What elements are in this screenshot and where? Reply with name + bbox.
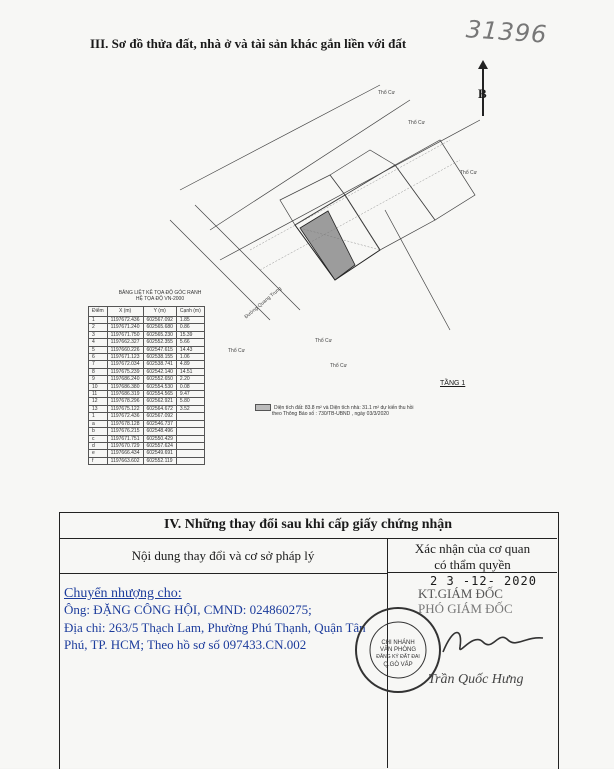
- table-cell: 1197666.434: [107, 450, 143, 457]
- table-cell: 1197686.380: [107, 383, 143, 390]
- table-cell: 12: [89, 398, 108, 405]
- table-cell: 602542.140: [143, 368, 176, 375]
- table-row: [89, 361, 205, 368]
- table-cell: [176, 457, 204, 464]
- table-cell: [176, 413, 204, 420]
- table-cell: 602557.624: [143, 442, 176, 449]
- table-row: [89, 324, 205, 331]
- table-cell: e: [89, 450, 108, 457]
- table-cell: 602564.672: [143, 405, 176, 412]
- table-cell: 602547.615: [143, 346, 176, 353]
- table-cell: 14.51: [176, 368, 204, 375]
- address-line-1: Địa chỉ: 263/5 Thạch Lam, Phường Phú Thạnh, Quận Tân: [64, 620, 366, 635]
- table-cell: 602548.496: [143, 428, 176, 435]
- svg-text:Q.GÒ VẤP: Q.GÒ VẤP: [383, 662, 413, 668]
- table-cell: 1197670.729: [107, 442, 143, 449]
- table-cell: 5: [89, 346, 108, 353]
- table-cell: 602538.155: [143, 354, 176, 361]
- coordinate-table: [88, 306, 205, 465]
- neighbor-label: Thổ Cư: [460, 170, 477, 176]
- table-row: [89, 398, 205, 405]
- kt-director-title: KT.GIÁM ĐỐC: [418, 586, 503, 601]
- table-cell: 602554.565: [143, 391, 176, 398]
- table-cell: 8: [89, 368, 108, 375]
- table-row: [89, 457, 205, 464]
- table-cell: 3.52: [176, 405, 204, 412]
- table-cell: [176, 450, 204, 457]
- neighbor-label: Thổ Cư: [228, 348, 245, 354]
- table-cell: 1197676.215: [107, 428, 143, 435]
- svg-text:CHI NHÁNH: CHI NHÁNH: [381, 640, 415, 646]
- table-cell: 1: [89, 413, 108, 420]
- confirmation-header: Xác nhận của cơ quan có thẩm quyền: [388, 539, 557, 573]
- table-cell: 1197678.128: [107, 420, 143, 427]
- table-cell: 602546.737: [143, 420, 176, 427]
- table-row: [89, 383, 205, 390]
- coordinate-table-title: BẢNG LIỆT KÊ TỌA ĐỘ GÓC RANH HỆ TỌA ĐỘ VN-2000: [118, 290, 202, 302]
- table-cell: 9: [89, 376, 108, 383]
- table-header: Điểm: [89, 307, 108, 317]
- table-cell: 1197671.751: [107, 435, 143, 442]
- table-row: [89, 339, 205, 346]
- table-cell: 1197663.602: [107, 457, 143, 464]
- signature-icon: [438, 622, 548, 662]
- confirmation-date: 2 3 -12- 2020: [430, 574, 537, 588]
- table-cell: 602549.691: [143, 450, 176, 457]
- table-row: [89, 317, 205, 324]
- table-cell: f: [89, 457, 108, 464]
- table-cell: 1197675.239: [107, 368, 143, 375]
- table-cell: 6: [89, 354, 108, 361]
- owner-line: Ông: ĐẶNG CÔNG HỘI, CMND: 024860275;: [64, 602, 312, 617]
- floor-label: TẦNG 1: [440, 380, 466, 387]
- table-cell: 602552.650: [143, 376, 176, 383]
- table-row: [89, 405, 205, 412]
- table-cell: 1: [89, 317, 108, 324]
- table-cell: 0.08: [176, 383, 204, 390]
- table-cell: 1197672.436: [107, 317, 143, 324]
- table-cell: b: [89, 428, 108, 435]
- neighbor-label: Thổ Cư: [315, 338, 332, 344]
- table-row: [89, 442, 205, 449]
- table-cell: 602552.119: [143, 457, 176, 464]
- table-cell: 4: [89, 339, 108, 346]
- table-cell: 1197662.327: [107, 339, 143, 346]
- handwritten-ref-number: 31396: [465, 15, 549, 49]
- svg-text:ĐĂNG KÝ ĐẤT ĐAI: ĐĂNG KÝ ĐẤT ĐAI: [376, 654, 420, 660]
- table-row: [89, 435, 205, 442]
- table-cell: 10: [89, 383, 108, 390]
- table-cell: 602538.741: [143, 361, 176, 368]
- table-cell: 1197675.122: [107, 405, 143, 412]
- table-cell: 9.47: [176, 391, 204, 398]
- table-cell: 1197678.296: [107, 398, 143, 405]
- road-label: Đường Quang Trung: [243, 285, 283, 321]
- shaded-area-swatch: [255, 404, 271, 411]
- table-cell: 11: [89, 391, 108, 398]
- table-row: [89, 346, 205, 353]
- table-cell: 1197686.319: [107, 391, 143, 398]
- signer-name: Trần Quốc Hưng: [428, 672, 524, 687]
- section-4-title: IV. Những thay đổi sau khi cấp giấy chứng nhận: [59, 512, 557, 539]
- table-header: X (m): [107, 307, 143, 317]
- table-header: Y (m): [143, 307, 176, 317]
- address-line-2: Phú, TP. HCM; Theo hồ sơ số 097433.CN.002: [64, 637, 307, 652]
- table-cell: 1197660.226: [107, 346, 143, 353]
- table-cell: 1.85: [176, 317, 204, 324]
- neighbor-label: Thổ Cư: [378, 90, 395, 96]
- table-cell: 2: [89, 324, 108, 331]
- neighbor-label: Thổ Cư: [408, 120, 425, 126]
- table-cell: 5.66: [176, 339, 204, 346]
- table-cell: [176, 435, 204, 442]
- table-row: [89, 331, 205, 338]
- table-cell: 14.43: [176, 346, 204, 353]
- table-cell: 602567.092: [143, 413, 176, 420]
- transfer-title: Chuyển nhượng cho:: [64, 586, 182, 601]
- table-cell: 1197671.240: [107, 324, 143, 331]
- table-cell: 5.80: [176, 398, 204, 405]
- table-cell: 602554.530: [143, 383, 176, 390]
- table-cell: d: [89, 442, 108, 449]
- table-cell: 13: [89, 405, 108, 412]
- table-cell: 1197672.436: [107, 413, 143, 420]
- area-legend: Diện tích đất: 83.8 m² và Diện tích nhà: 31.1 m² dự kiến thu hồi theo Thông Báo số : 730/TB-UBND , ngày 03/3/2020: [255, 404, 485, 418]
- table-cell: 1197671.750: [107, 331, 143, 338]
- table-cell: 15.39: [176, 331, 204, 338]
- north-label: B: [478, 86, 487, 101]
- table-cell: [176, 420, 204, 427]
- table-cell: 1197672.034: [107, 361, 143, 368]
- table-cell: 602565.230: [143, 331, 176, 338]
- table-row: [89, 391, 205, 398]
- table-row: [89, 428, 205, 435]
- table-cell: 0.86: [176, 324, 204, 331]
- table-cell: 1197686.240: [107, 376, 143, 383]
- table-cell: 602552.355: [143, 339, 176, 346]
- neighbor-label: Thổ Cư: [330, 363, 347, 369]
- table-cell: [176, 428, 204, 435]
- table-cell: 2.20: [176, 376, 204, 383]
- change-content-header: Nội dung thay đổi và cơ sở pháp lý: [59, 539, 388, 574]
- table-cell: 602550.429: [143, 435, 176, 442]
- table-cell: 1197671.123: [107, 354, 143, 361]
- svg-text:VĂN PHÒNG: VĂN PHÒNG: [379, 647, 417, 653]
- table-cell: [176, 442, 204, 449]
- table-cell: 4.89: [176, 361, 204, 368]
- table-cell: a: [89, 420, 108, 427]
- table-row: [89, 376, 205, 383]
- deputy-director-title: PHÓ GIÁM ĐỐC: [418, 601, 513, 616]
- table-row: [89, 450, 205, 457]
- table-cell: 1.06: [176, 354, 204, 361]
- table-cell: c: [89, 435, 108, 442]
- table-cell: 602565.680: [143, 324, 176, 331]
- table-header: Cạnh (m): [176, 307, 204, 317]
- table-cell: 7: [89, 361, 108, 368]
- table-cell: 602567.092: [143, 317, 176, 324]
- section-3-title: III. Sơ đồ thửa đất, nhà ở và tài sản khác gắn liền với đất: [90, 36, 407, 51]
- table-row: [89, 413, 205, 420]
- table-cell: 602562.921: [143, 398, 176, 405]
- table-row: [89, 420, 205, 427]
- table-row: [89, 368, 205, 375]
- table-cell: 3: [89, 331, 108, 338]
- table-row: [89, 354, 205, 361]
